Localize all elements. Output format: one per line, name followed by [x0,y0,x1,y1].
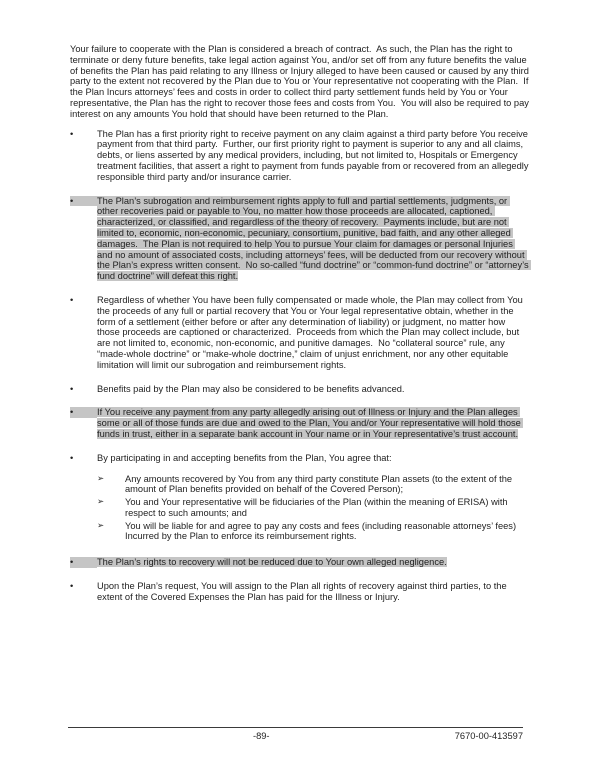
page-content [70,44,530,616]
bullet-text [97,295,530,371]
bullet-text [97,384,530,395]
bullet-text-content: The Plan’s subrogation and reimbursement rights apply to full and partial settlements, judgments, or other recoveries paid or payable to You, no matter how those proceeds are allocated, captioned, characterized, or classified, and regardless of the theory of recovery. Payments include, but are not limited to, economic, non-economic, pecuniary, consortium, punitive, bad faith, and any other alleged damages. The Plan is not required to help You to pursue Your claim for damages or personal Injuries and no amount of associated costs, including attorneys’ fees, will be deducted from our recovery without the Plan’s express written consent. No so-called “fund doctrine” or “common-fund doctrine” or “attorney’s fund doctrine” will defeat this right. [97,195,532,282]
bullet-text [97,129,530,183]
page-number: -89- [253,731,270,741]
bullet-icon: • [70,557,97,568]
document-control-number: 7670-00-413597 [454,731,523,741]
intro-paragraph: Your failure to cooperate with the Plan is considered a breach of contract. As such, the Plan has the right to terminate or deny future benefits, take legal action against You, and/or set off from any future benefits the value of benefits the Plan has paid relating to any Illness or Injury alleged to have been caused or caused by any third party to the extent not recovered by the Plan due to You or Your representative not cooperating with the Plan. If the Plan Incurs attorneys’ fees and costs in order to collect third party settlement funds held by You or Your representative, the Plan has the right to recover those fees and costs from You. You will also be required to pay interest on any amounts You hold that should have been returned to the Plan. [70,44,532,119]
bullet-icon: • [70,407,97,418]
bullet-item-highlighted [70,196,530,282]
bullet-text [97,196,530,282]
bullet-item-highlighted [70,407,530,439]
sub-bullet-item [97,474,530,496]
bullet-icon: • [70,452,74,463]
bullet-item [70,581,530,603]
sub-bullet-text-content: Any amounts recovered by You from any third party constitute Plan assets (to the extent of the amount of Plan benefits provided on behalf of the Covered Person); [125,473,515,495]
bullet-icon: • [70,581,74,592]
arrow-bullet-icon: ➢ [97,520,105,531]
bullet-item [70,295,530,371]
bullet-icon: • [70,383,74,394]
bullet-text [97,581,530,603]
bullet-text [97,407,530,439]
sub-bullet-list [97,474,530,543]
page-footer [68,727,523,745]
bullet-text-content: Regardless of whether You have been fully compensated or made whole, the Plan may collect from You the proceeds of any full or partial recovery that You or Your legal representative obtain, whether in the form of a settlement (either before or after any determination of liability) or judgment, no matter how those proceeds are captioned or characterized. Proceeds from which the Plan may collect include, but are not limited to, economic, non-economic, and punitive damages. No “collateral source” rule, any “made-whole doctrine” or “make-whole doctrine,” claim of unjust enrichment, nor any other equitable limitation will limit our subrogation and reimbursement rights. [97,294,526,370]
bullet-text [97,453,530,545]
bullet-text-content: Upon the Plan’s request, You will assign to the Plan all rights of recovery against third parties, to the extent of the Covered Expenses the Plan has paid for the Illness or Injury. [97,581,510,602]
arrow-bullet-icon: ➢ [97,497,105,508]
bullet-item [70,384,530,395]
bullet-icon: • [70,294,74,305]
bullet-item [70,129,530,183]
bullet-item-highlighted [70,557,530,568]
sub-bullet-text-content: You and Your representative will be fiduciaries of the Plan (within the meaning of ERISA) with respect to such amounts; and [125,497,511,518]
bullet-text-content: If You receive any payment from any party allegedly arising out of Illness or Injury and the Plan alleges some or all of those funds are due and owed to the Plan, You and/or Your representative will hold those funds in trust, either in a separate bank account in Your name or in Your representative’s trust account. [97,407,524,439]
bullet-icon: • [70,196,97,207]
arrow-bullet-icon: ➢ [97,473,105,484]
bullet-text [97,557,530,568]
sub-bullet-text [125,474,530,496]
sub-bullet-text [125,521,530,543]
sub-bullet-item [97,497,530,519]
bullet-text-content: Benefits paid by the Plan may also be considered to be benefits advanced. [97,383,405,394]
sub-bullet-text-content: You will be liable for and agree to pay any costs and fees (including reasonable attorneys’ fees) Incurred by the Plan to enforce its reimbursement rights. [125,520,519,542]
sub-bullet-text [125,497,530,519]
bullet-icon: • [70,128,74,139]
bullet-text-content: By participating in and accepting benefits from the Plan, You agree that: [97,452,392,463]
bullet-item-with-sublist [70,453,530,545]
bullet-text-content: The Plan has a first priority right to receive payment on any claim against a third party before You receive payment from that third party. Further, our first priority right to payment is superior to any and all claims, debts, or liens asserted by any medical providers, including, but not limited to, Hospitals or Emergency treatment facilities, that assert a right to payment from funds payable from or recovered from an allegedly responsible third party and/or insurance carrier. [97,128,532,182]
sub-bullet-item [97,521,530,543]
bullet-text-content: The Plan’s rights to recovery will not be reduced due to Your own alleged negligence. [97,557,447,568]
